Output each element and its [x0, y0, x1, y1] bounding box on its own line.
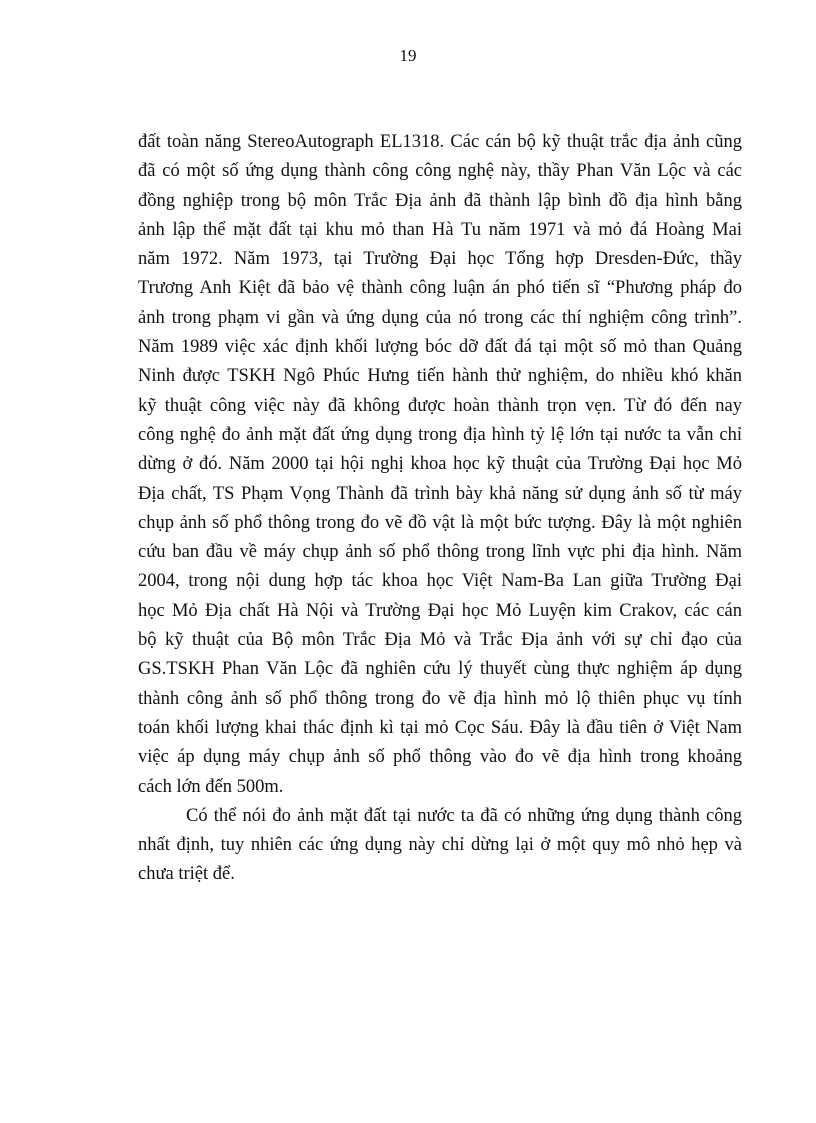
text-line: cách lớn đến 500m. — [138, 776, 284, 797]
text-line: đồng nghiệp trong bộ môn Trắc Địa ảnh đã thành lập bình đồ địa hình bằng — [138, 190, 742, 211]
text-line: Địa chất, TS Phạm Vọng Thành đã trình bày khả năng sử dụng ảnh số từ máy — [138, 483, 742, 504]
text-line: bộ kỹ thuật của Bộ môn Trắc Địa Mỏ và Trắc Địa ảnh với sự chỉ đạo của — [138, 630, 742, 651]
text-line: GS.TSKH Phan Văn Lộc đã nghiên cứu lý thuyết cùng thực nghiệm áp dụng — [138, 659, 742, 680]
page-number: 19 — [399, 46, 417, 65]
text-line: Năm 1989 việc xác định khối lượng bóc dỡ đất đá tại một số mỏ than Quảng — [138, 337, 742, 358]
text-line: cứu ban đầu về máy chụp ảnh số phổ thông trong lĩnh vực phi địa hình. Năm — [138, 542, 742, 563]
text-line: việc áp dụng máy chụp ảnh số phổ thông vào đo vẽ địa hình trong khoảng — [138, 747, 742, 768]
text-line: Trương Anh Kiệt đã bảo vệ thành công luận án phó tiến sĩ “Phương pháp đo — [138, 278, 742, 299]
text-line: Ninh được TSKH Ngô Phúc Hưng tiến hành thử nghiệm, do nhiều khó khăn — [138, 366, 742, 387]
text-line: Có thể nói đo ảnh mặt đất tại nước ta đã có những ứng dụng thành công — [186, 805, 742, 826]
text-line: công nghệ đo ảnh mặt đất ứng dụng trong địa hình tỷ lệ lớn tại nước ta vẫn chỉ — [138, 424, 742, 445]
text-line: đã có một số ứng dụng thành công công nghệ này, thầy Phan Văn Lộc và các — [138, 161, 742, 182]
paragraph-1 — [138, 128, 742, 802]
text-line: năm 1972. Năm 1973, tại Trường Đại học Tổng hợp Dresden-Đức, thầy — [138, 249, 742, 270]
text-line: 2004, trong nội dung hợp tác khoa học Việt Nam-Ba Lan giữa Trường Đại — [138, 571, 742, 592]
text-line: ảnh trong phạm vi gần và ứng dụng của nó trong các thí nghiệm công trình”. — [138, 307, 742, 328]
text-line: nhất định, tuy nhiên các ứng dụng này chỉ dừng lại ở một quy mô nhỏ hẹp và — [138, 835, 742, 856]
text-line: học Mỏ Địa chất Hà Nội và Trường Đại học Mỏ Luyện kim Crakov, các cán — [138, 600, 742, 621]
text-line: đất toàn năng StereoAutograph EL1318. Các cán bộ kỹ thuật trắc địa ảnh cũng — [138, 132, 742, 152]
text-line: kỹ thuật công việc này đã không được hoàn thành trọn vẹn. Từ đó đến nay — [138, 395, 742, 416]
text-line: toán khối lượng khai thác định kì tại mỏ Cọc Sáu. Đây là đầu tiên ở Việt Nam — [138, 717, 742, 738]
text-line: chụp ảnh số phổ thông trong đo vẽ đồ vật là một bức tượng. Đây là một nghiên — [138, 512, 742, 533]
text-line: thành công ảnh số phổ thông trong đo vẽ địa hình mỏ lộ thiên phục vụ tính — [138, 688, 742, 709]
text-line: ảnh lập thể mặt đất tại khu mỏ than Hà Tu năm 1971 và mỏ đá Hoàng Mai — [138, 219, 742, 240]
text-line: dừng ở đó. Năm 2000 tại hội nghị khoa học kỹ thuật của Trường Đại học Mỏ — [138, 454, 742, 475]
document-body — [138, 128, 742, 890]
paragraph-2 — [138, 802, 742, 890]
text-line: chưa triệt để. — [138, 864, 235, 885]
